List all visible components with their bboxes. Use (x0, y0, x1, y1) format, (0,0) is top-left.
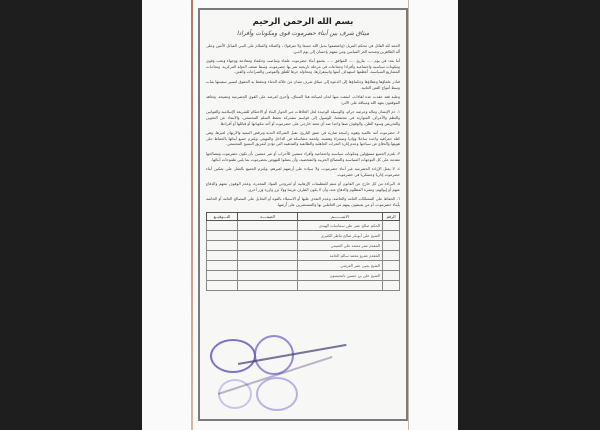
row-role (238, 270, 298, 280)
document-basmala: بسم الله الرحمن الرحيم (252, 17, 354, 27)
row-signature (207, 270, 238, 280)
table-row (207, 250, 400, 260)
table-row (207, 220, 400, 230)
row-number (383, 260, 400, 270)
header-name: الاســـــــم (298, 212, 383, 220)
signature-table-header (207, 212, 400, 220)
row-signature (207, 220, 238, 230)
row-role (238, 250, 298, 260)
row-number (383, 240, 400, 250)
article-1: ١- دم الإنسان وماله وعرضه حرام، والوسيلة الوحيدة لحل الخلافات عبر الحوار البناء أو الاحتكام للشريعة الإسلامية والقوانين والنظم والأعراف المتوارثة في مجتمعنا، للوصول إلى قواسم مشتركة تحفظ السلم المجتمعي، والابتعاد عن التخوين والتحريض وسوء الظن، والوقوف صفا واحدا ضد أي معتد خارجي على حضرموت أو أحد مكوناتها أو قبائلها أو أفرادها. (206, 109, 400, 126)
context-paragraph: أما بعد: في يوم ..... بتاريخ ..... الموافق ..... يجتمع أبناء حضرموت علماء ومناصب وحكماء ومقادمة ووجهاء ونخب وقوى ومكونات سياسية واجتماعية وأفرادا وجماعات في مرحلة تاريخية تمر بها حضرموت، وسط ضعف الدولة المركزية، وتجاذبات المشاريع السياسية، أعظمها استهداف أمنها واستقرارها، ومحاولة جرها للقلق والفوضى والصراعات والفتن. (206, 58, 400, 75)
header-number: الرقم (383, 212, 400, 220)
stamps-area (208, 333, 358, 413)
stamp-icon (218, 379, 252, 409)
table-row (207, 230, 400, 240)
table-row (207, 240, 400, 250)
covenant-preamble: وعليه فقد عقدت عدة لقاءات، انبثقت منها لجان لصياغة هذا الميثاق، وأخرى لعرضه على القوى الحضرمية وتنقيحه، وتعاهد الموقعون بعهد الله وميثاقه على الآتي: (206, 94, 400, 105)
article-2: ٢- حضرموت أمة عالمية وهوية راسخة ضاربة في عمق التاريخ، تقبل الشراكة الندية وترفض التبعية والارتهان لغيرها، وهي كتلة جغرافية واحدة ساحلا ووادِيا وصحراء وهضبة، ولحمة متماسكة في الداخل والمهجر، ويلتزم جميع أبنائها بالحفاظ على هويتها والدفاع عن سيادتها وعدم إثارة النعرات الجاهلية والطائفية والمذهبية التي تؤدي لتمزيق النسيج المجتمعي. (206, 130, 400, 147)
row-name: الشيخ يحيى عمر العرشي (298, 260, 383, 270)
row-role (238, 240, 298, 250)
table-row (207, 260, 400, 270)
paper-edge-right (408, 0, 409, 430)
row-signature (207, 230, 238, 240)
row-name: المقدم عمرو محمد سالم الحامد (298, 250, 383, 260)
document-title: ميثاق شرف بين أبناء حضرموت قوى ومكونات وأفرادا (236, 30, 370, 37)
row-name: الشيخ علي بن حسين بامحيسون (298, 270, 383, 280)
initiative-paragraph: فبادر علماؤها وعقلاؤها وحكماؤها إلى الدعوة إلى ميثاق شرف تصان من خلاله الدماء وتحفظ به الحقوق لتسير سفينتها بثبات وسط أمواج الفتن العاتية. (206, 78, 400, 90)
row-role (238, 260, 298, 270)
row-name: الحكم صالح عمر علي سماسات الهيدي (298, 220, 383, 230)
article-3: ٣- يلتزم الجميع مسؤولين ومكونات سياسية واجتماعية وأفراد منتمين للأحزاب أو غير منتمين بأن تكون حضرموت ومصالحها مقدمة على كل التوجهات السياسية والمصالح الحزبية والشخصية، وأن يعملوا للنهوض بحضرموت بما يلبي طموحات أبنائها. (206, 150, 400, 162)
row-signature (207, 260, 238, 270)
stamp-icon (210, 339, 256, 373)
row-name (298, 280, 383, 290)
row-signature (207, 250, 238, 260)
row-number (383, 280, 400, 290)
row-role (238, 280, 298, 290)
article-4: ٤- لا يمثل الإرادة الحضرمية غير أبناء حضرموت، ولا سيادة على أرضهم لغيرهم، ويلتزم الجميع بالعمل على تمكين أبناء حضرموت إداريا وعسكريا في حضرموت. (206, 166, 400, 177)
article-5: ٥- البراءة من كل خارج عن القانون أو منتم للتنظيمات الإرهابية أو لمروجي المواد المخدرة، وعدم الوقوف معهم والدفاع عنهم أو إيوائهم، ونصرة المظلوم والدفاع عنه، وأن لا يكون الطرف غريما وولا تزر وازرة وزر أخرى. (206, 181, 400, 192)
table-row (207, 270, 400, 280)
stamp-icon (256, 377, 298, 411)
row-number (383, 230, 400, 240)
row-number (383, 250, 400, 260)
article-6: ٦- الحفاظ على الممتلكات العامة والخاصة، وعدم التعدي عليها أو الاستيلاء بالقوة أو التحايل على المصالح العامة أو الخاصة بأبناء حضرموت، أو من يعيشون بينهم من العاملين بها والمستثمرين على أرضها. (206, 196, 400, 208)
header-signature: التـــوقيــع (207, 212, 238, 220)
row-role (238, 230, 298, 240)
row-name: المقدم عمر محمد علي التميمي (298, 240, 383, 250)
paper-edge-left (191, 0, 193, 430)
signature-table (206, 212, 400, 291)
row-number (383, 220, 400, 230)
row-signature (207, 240, 238, 250)
table-row (207, 280, 400, 290)
header-role: الصفــــة (238, 212, 298, 220)
row-signature (207, 280, 238, 290)
intro-paragraph: الحمد لله القائل في محكم التنزيل (واعتصموا بحبل الله جميعا ولا تفرقوا) ، والصلاة والسلام على النبي القبائل الأمين وعلى آله الطاهرين وصحبه الغر الميامين ومن تبعهم بإحسان إلى يوم الدين. (206, 43, 400, 54)
signature-stroke (238, 344, 347, 365)
row-role (238, 220, 298, 230)
document-frame (198, 8, 408, 421)
stamp-icon (254, 335, 294, 375)
row-number (383, 270, 400, 280)
row-name: الشيخ علي أبوبكر صالح ماطر الكثيري (298, 230, 383, 240)
signature-stroke (218, 356, 333, 395)
